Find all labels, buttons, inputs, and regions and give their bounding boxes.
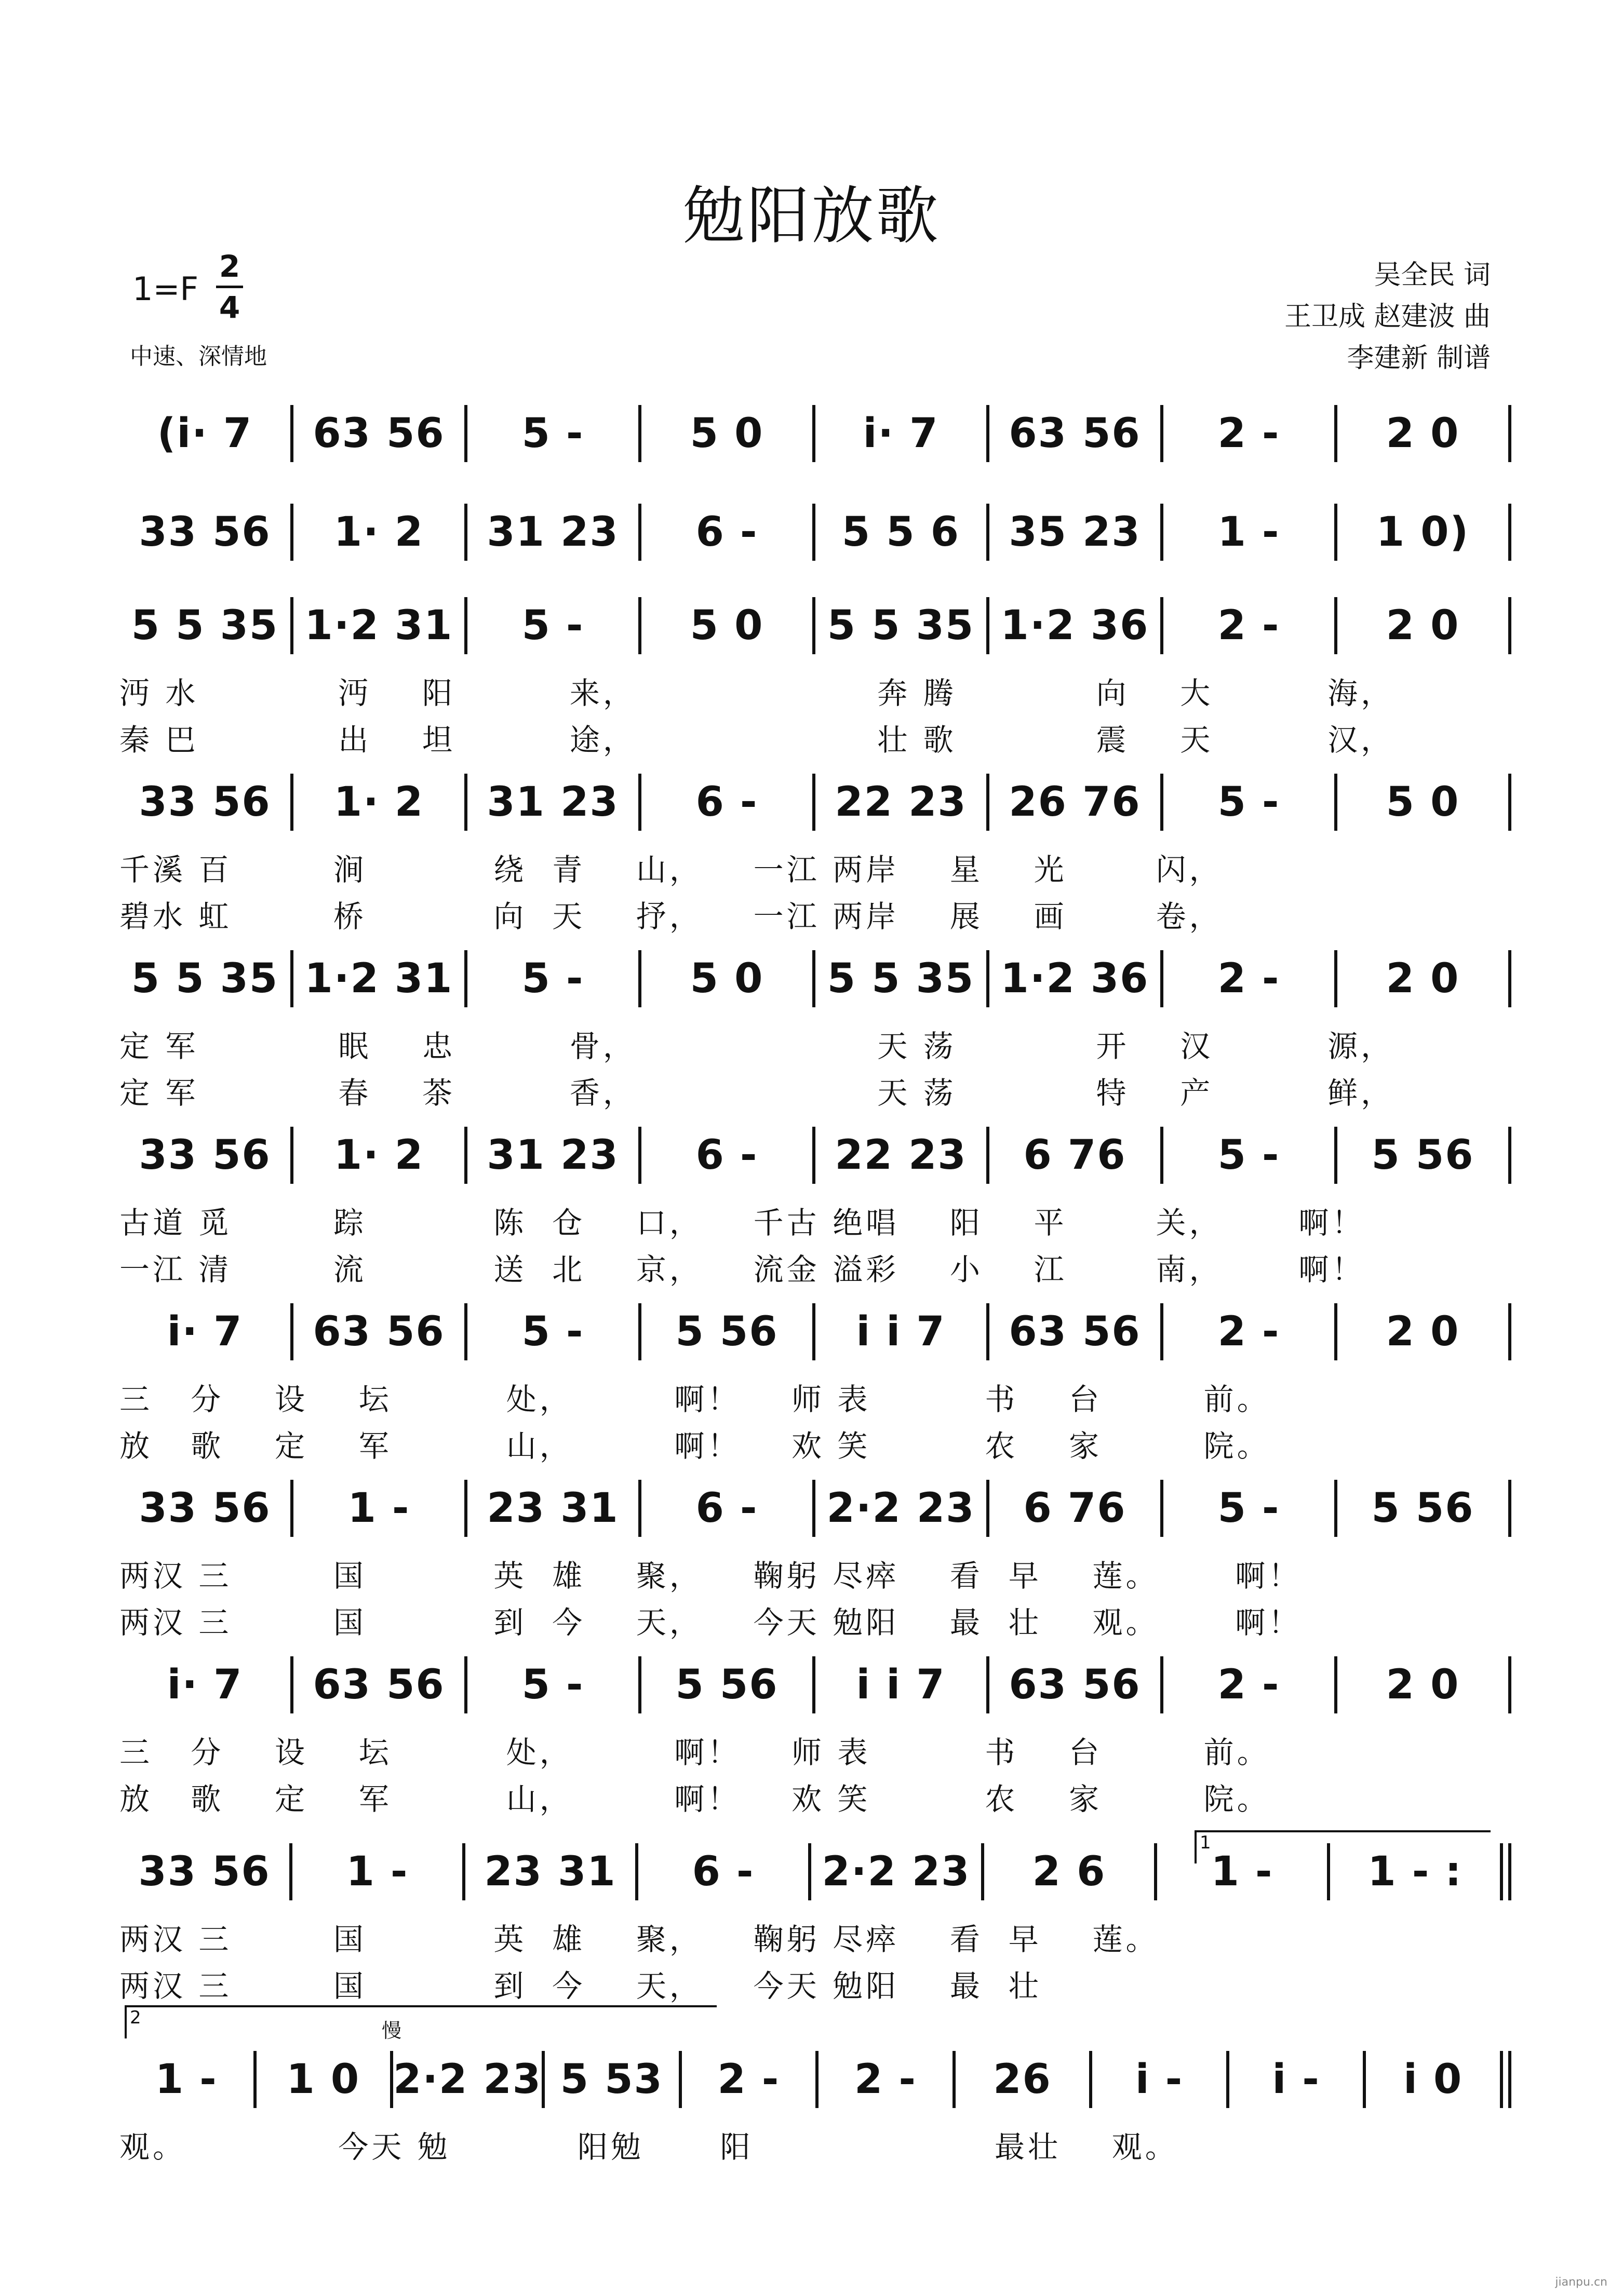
measure: i - <box>1272 2056 1320 2103</box>
music-system <box>119 1298 1511 1366</box>
measure: 2 - <box>1217 955 1280 1002</box>
lyric-line: 古道 觅 踪 陈 仓 口， 千古 绝唱 阳 平 关， 啊！ <box>119 1205 1365 1240</box>
meter-bar <box>216 286 243 288</box>
barline <box>1508 1127 1511 1184</box>
measure: 6 76 <box>1023 1132 1126 1179</box>
measure: 5 5 6 <box>841 509 960 556</box>
lyric-line: 三 分 设 坛 处， 啊！ 师 表 书 台 前。 <box>119 1382 1270 1417</box>
music-system <box>119 1475 1511 1542</box>
measure: 22 23 <box>835 779 967 826</box>
credits <box>1284 254 1491 379</box>
barline <box>1508 950 1511 1007</box>
measure: 2 0 <box>1386 1662 1460 1708</box>
first-ending-number: 1 <box>1200 1832 1211 1853</box>
tempo-marking: 中速、深情地 <box>130 343 267 370</box>
music-system <box>119 1122 1511 1189</box>
second-ending-number: 2 <box>130 2007 141 2028</box>
measure: 1· 2 <box>333 779 424 826</box>
notes-row <box>119 1651 1511 1719</box>
second-ending-bracket <box>125 2005 717 2038</box>
notes-row <box>119 592 1511 659</box>
measure: 5 0 <box>690 602 764 649</box>
measure: 5 5 35 <box>131 955 279 1002</box>
measure: 5 - <box>1217 1485 1280 1532</box>
measure: 5 - <box>521 1308 584 1355</box>
measure: 26 76 <box>1009 779 1141 826</box>
measure: 33 56 <box>138 1848 271 1895</box>
measure: 63 56 <box>1009 410 1141 457</box>
measure: 63 56 <box>1009 1662 1141 1708</box>
notes-row <box>119 1298 1511 1366</box>
lyric-line: 两汉 三 国 到 今 天， 今天 勉阳 最 壮 <box>119 1968 1042 2004</box>
measure: 31 23 <box>487 1132 619 1179</box>
first-ending-bracket <box>1195 1830 1491 1863</box>
barline <box>1500 2051 1503 2108</box>
measure: 31 23 <box>487 779 619 826</box>
lyric-line: 两汉 三 国 英 雄 聚， 鞠躬 尽瘁 看 早 莲。 啊！ <box>119 1558 1302 1593</box>
lyric-line: 放 歌 定 军 山， 啊！ 欢 笑 农 家 院。 <box>119 1781 1270 1817</box>
measure: 5 - <box>1217 1132 1280 1179</box>
measure: 1·2 36 <box>1000 602 1149 649</box>
barline <box>1508 774 1511 831</box>
measure: 1·2 31 <box>304 955 453 1002</box>
measure: i· 7 <box>863 410 939 457</box>
measure: 1· 2 <box>333 1132 424 1179</box>
music-system <box>119 1651 1511 1719</box>
measure: i i 7 <box>856 1662 946 1708</box>
measure: 1·2 31 <box>304 602 453 649</box>
measure: 1 - <box>1211 1848 1273 1895</box>
measure: 1·2 36 <box>1000 955 1149 1002</box>
barline <box>1508 597 1511 654</box>
measure: 33 56 <box>139 1132 271 1179</box>
barline <box>1508 405 1511 462</box>
music-system <box>119 945 1511 1012</box>
measure: 26 <box>993 2056 1052 2103</box>
measure: 5 53 <box>560 2056 663 2103</box>
key-signature: 1=F <box>132 270 199 308</box>
music-system <box>119 498 1511 566</box>
measure: 5 - <box>1217 779 1280 826</box>
lyric-line: 定 军 眠 忠 骨， 天 荡 开 汉 源， <box>119 1029 1394 1064</box>
music-system <box>119 768 1511 836</box>
measure: 6 76 <box>1023 1485 1126 1532</box>
measure: 1· 2 <box>333 509 424 556</box>
measure: 5 56 <box>1371 1132 1474 1179</box>
music-system <box>119 592 1511 659</box>
composer-credit: 王卫成 赵建波 曲 <box>1284 301 1491 332</box>
measure: 2 - <box>717 2056 780 2103</box>
measure: 63 56 <box>1009 1308 1141 1355</box>
measure: i· 7 <box>167 1662 243 1708</box>
measure: i i 7 <box>856 1308 946 1355</box>
measure: 35 23 <box>1009 509 1141 556</box>
measure: 31 23 <box>487 509 619 556</box>
measure: 1 - <box>1217 509 1280 556</box>
lyric-line: 一江 清 流 送 北 京， 流金 溢彩 小 江 南， 啊！ <box>119 1252 1365 1287</box>
measure: 1 - <box>346 1848 409 1895</box>
measure: 33 56 <box>139 1485 271 1532</box>
measure: 1 0) <box>1376 509 1470 556</box>
measure: 5 5 35 <box>827 955 975 1002</box>
measure: i - <box>1135 2056 1184 2103</box>
lyric-line: 两汉 三 国 英 雄 聚， 鞠躬 尽瘁 看 早 莲。 <box>119 1922 1159 1957</box>
measure: 6 - <box>692 1848 755 1895</box>
meter-top: 2 <box>219 249 240 284</box>
barline <box>1508 1656 1511 1713</box>
notes-row <box>119 945 1511 1012</box>
measure: 2·2 23 <box>826 1485 975 1532</box>
lyric-line: 两汉 三 国 到 今 天， 今天 勉阳 最 壮 观。 啊！ <box>119 1605 1302 1640</box>
music-system <box>119 2046 1511 2113</box>
barline <box>1508 504 1511 561</box>
measure: 5 - <box>521 602 584 649</box>
measure: 2 - <box>1217 410 1280 457</box>
measure: 63 56 <box>313 410 445 457</box>
barline <box>1500 1843 1503 1900</box>
measure: 33 56 <box>139 509 271 556</box>
lyric-line: 碧水 虹 桥 向 天 抒， 一江 两岸 展 画 卷， <box>119 899 1223 934</box>
notes-row <box>119 768 1511 836</box>
meter-bottom: 4 <box>219 290 240 325</box>
lyric-line: 三 分 设 坛 处， 啊！ 师 表 书 台 前。 <box>119 1735 1270 1770</box>
measure: 2 0 <box>1386 1308 1460 1355</box>
measure: 33 56 <box>139 779 271 826</box>
notes-row <box>119 2046 1511 2113</box>
measure: 5 0 <box>1386 779 1460 826</box>
measure: 63 56 <box>313 1308 445 1355</box>
barline <box>1508 1303 1511 1360</box>
notes-row <box>119 400 1511 467</box>
lyricist-credit: 吴全民 词 <box>1374 260 1491 291</box>
lyric-line: 秦 巴 出 坦 途， 壮 歌 震 天 汉， <box>119 722 1394 758</box>
measure: 23 31 <box>484 1848 616 1895</box>
lyric-line: 放 歌 定 军 山， 啊！ 欢 笑 农 家 院。 <box>119 1428 1270 1464</box>
watermark: jianpu.cn <box>1555 2276 1607 2289</box>
measure: 6 - <box>695 1485 758 1532</box>
measure: 6 - <box>695 779 758 826</box>
time-signature <box>214 248 245 326</box>
notes-row <box>119 1122 1511 1189</box>
measure: 5 0 <box>690 410 764 457</box>
slow-marking: 慢 <box>382 2019 402 2042</box>
measure: 5 - <box>521 1662 584 1708</box>
measure: 5 5 35 <box>827 602 975 649</box>
music-system <box>119 400 1511 467</box>
measure: 2 0 <box>1386 602 1460 649</box>
measure: 6 - <box>695 509 758 556</box>
measure: 2 0 <box>1386 955 1460 1002</box>
measure: 5 - <box>521 410 584 457</box>
measure: 23 31 <box>487 1485 619 1532</box>
measure: 5 - <box>521 955 584 1002</box>
song-title: 勉阳放歌 <box>682 180 941 252</box>
measure: 2 - <box>1217 1308 1280 1355</box>
lyric-line: 千溪 百 涧 绕 青 山， 一江 两岸 星 光 闪， <box>119 852 1223 887</box>
measure: 5 5 35 <box>131 602 279 649</box>
measure: 5 56 <box>675 1308 779 1355</box>
measure: 2·2 23 <box>822 1848 971 1895</box>
measure: 5 56 <box>675 1662 779 1708</box>
notes-row <box>119 1475 1511 1542</box>
measure: 5 56 <box>1371 1485 1474 1532</box>
measure: 6 - <box>695 1132 758 1179</box>
measure: 2 0 <box>1386 410 1460 457</box>
measure: 2 - <box>1217 1662 1280 1708</box>
lyric-line: 沔 水 沔 阳 来， 奔 腾 向 大 海， <box>119 676 1394 711</box>
measure: 2 - <box>1217 602 1280 649</box>
notes-row <box>119 498 1511 566</box>
arranger-credit: 李建新 制谱 <box>1347 343 1491 374</box>
lyric-line: 观。 今天 勉 阳勉 阳 最壮 观。 <box>119 2129 1178 2165</box>
measure: 1 - : <box>1367 1848 1463 1895</box>
measure: 63 56 <box>313 1662 445 1708</box>
measure: 1 0 <box>286 2056 360 2103</box>
measure: 1 - <box>347 1485 410 1532</box>
measure: 5 0 <box>690 955 764 1002</box>
measure: i 0 <box>1403 2056 1463 2103</box>
measure: 2 6 <box>1032 1848 1106 1895</box>
lyric-line: 定 军 春 茶 香， 天 荡 特 产 鲜， <box>119 1075 1394 1111</box>
measure: 2·2 23 <box>393 2056 542 2103</box>
measure: 22 23 <box>835 1132 967 1179</box>
measure: 2 - <box>854 2056 917 2103</box>
measure: (i· 7 <box>157 410 253 457</box>
measure: 1 - <box>155 2056 218 2103</box>
measure: i· 7 <box>167 1308 243 1355</box>
barline <box>1508 1480 1511 1537</box>
